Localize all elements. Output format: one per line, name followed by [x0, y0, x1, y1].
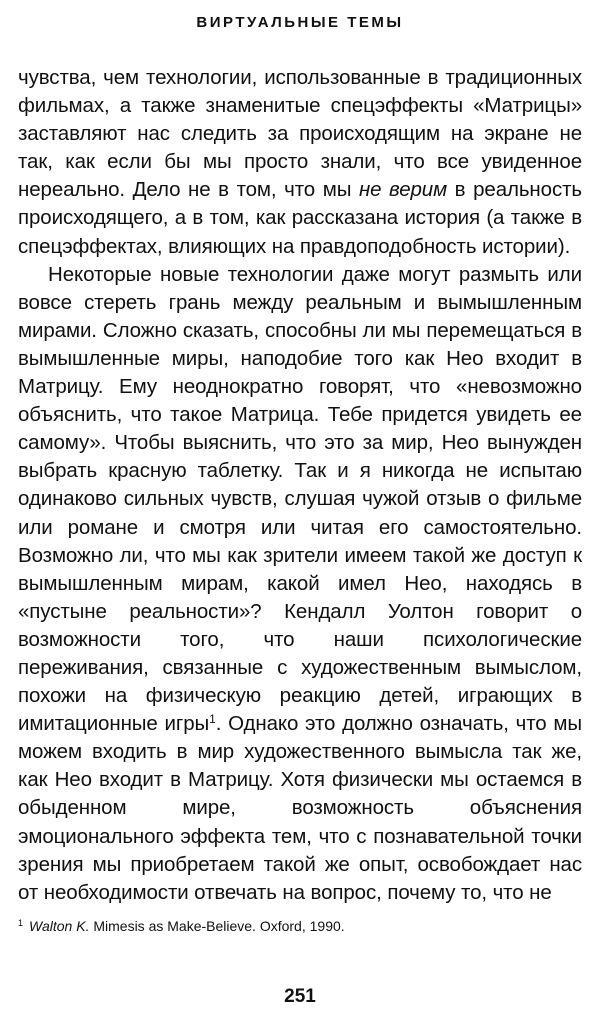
- body-text: [18, 64, 582, 907]
- paragraph-text: чувства, чем технологии, использованные в традиционных фильмах, а также знаменитые спецэффекты «Матрицы» заставляют нас следить за происходящим на экране не так, как если бы мы просто знали, что все увиденное нереально. Дело не в том, что мы: [18, 66, 582, 202]
- emphasized-text: не верим: [358, 178, 448, 202]
- paragraph: [18, 64, 582, 261]
- paragraph-text: в реальность происходящего, а в том, как рассказана история (а также в спецэффектах, влияющих на правдоподобность истории).: [18, 178, 582, 258]
- page-number: 251: [284, 986, 316, 1007]
- footnote-number: 1: [18, 918, 24, 928]
- paragraph-text: . Однако это должно означать, что мы можем входить в мир художественного вымысла так же, как Нео входит в Матрицу. Хотя физически мы остаемся в обыденном мире, возможность объяснения эмоционального эффекта тем, что с познавательной точки зрения мы приобретаем такой же опыт, освобождает нас от необходимости отвечать на вопрос, почему то, что не: [18, 712, 583, 904]
- footnote-author: Walton K.: [29, 918, 90, 934]
- running-head: ВИРТУАЛЬНЫЕ ТЕМЫ: [196, 14, 404, 31]
- footnote-citation: Mimesis as Make-Believe. Oxford, 1990.: [89, 918, 345, 934]
- paragraph: [18, 261, 582, 907]
- footnote: [18, 917, 582, 935]
- paragraph-text: Некоторые новые технологии даже могут размыть или вовсе стереть грань между реальным и вымышленным мирами. Сложно сказать, способны ли мы перемещаться в вымышленные миры, наподобие того как Нео входит в Матрицу. Ему неоднократно говорят, что «невозможно объяснить, что такое Матрица. Тебе придется увидеть ее самому». Чтобы выяснить, что это за мир, Нео вынужден выбрать красную таблетку. Так и я никогда не испытаю одинаково сильных чувств, слушая чужой отзыв о фильме или романе и смотря или читая его самостоятельно. Возможно ли, что мы как зрители имеем такой же доступ к вымышленным мирам, какой имел Нео, находясь в «пустыне реальности»? Кендалл Уолтон говорит о возможности того, что наши психологические переживания, связанные с художественным вымыслом, похожи на физическую реакцию детей, играющих в имитационные игры: [18, 262, 582, 736]
- footnote-reference: 1: [209, 712, 216, 727]
